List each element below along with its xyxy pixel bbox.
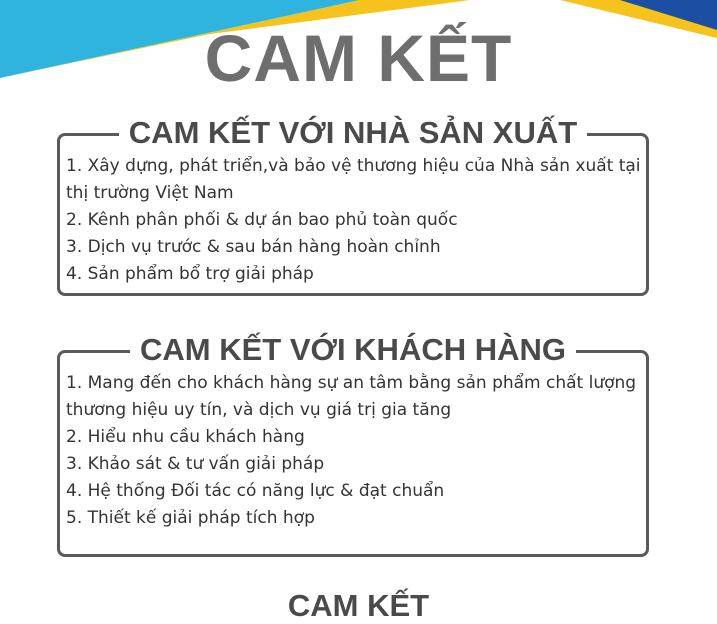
list-item: 1. Mang đến cho khách hàng sự an tâm bằng sản phẩm chất lượng [66,373,637,393]
list-item: 5. Thiết kế giải pháp tích hợp [66,508,315,528]
partial-section-heading [0,582,717,623]
manufacturer-commitment-box [57,115,649,296]
list-item: thương hiệu uy tín, và dịch vụ giá trị gia tăng [66,400,452,420]
list-item: 3. Dịch vụ trước & sau bán hàng hoàn chỉnh [66,237,441,257]
commitment-list [60,136,646,288]
customer-commitment-box [57,332,649,557]
list-item: 1. Xây dựng, phát triển,và bảo vệ thương hiệu của Nhà sản xuất tại [66,156,641,176]
list-item: 3. Khảo sát & tư vấn giải pháp [66,454,325,474]
partial-section-heading-text: CAM KẾT [287,588,430,623]
list-item: 4. Hệ thống Đối tác có năng lực & đạt chuẩn [66,481,445,501]
section-heading-text: CAM KẾT VỚI KHÁCH HÀNG [130,332,576,367]
section-heading [60,332,646,368]
section-heading-text: CAM KẾT VỚI NHÀ SẢN XUẤT [119,115,587,150]
list-item: thị trường Việt Nam [66,183,234,203]
section-heading [60,115,646,151]
list-item: 2. Kênh phân phối & dự án bao phủ toàn quốc [66,210,458,230]
commitment-list [60,353,646,532]
list-item: 2. Hiểu nhu cầu khách hàng [66,427,305,447]
list-item: 4. Sản phẩm bổ trợ giải pháp [66,264,314,284]
page-title: CAM KẾT [204,21,513,95]
